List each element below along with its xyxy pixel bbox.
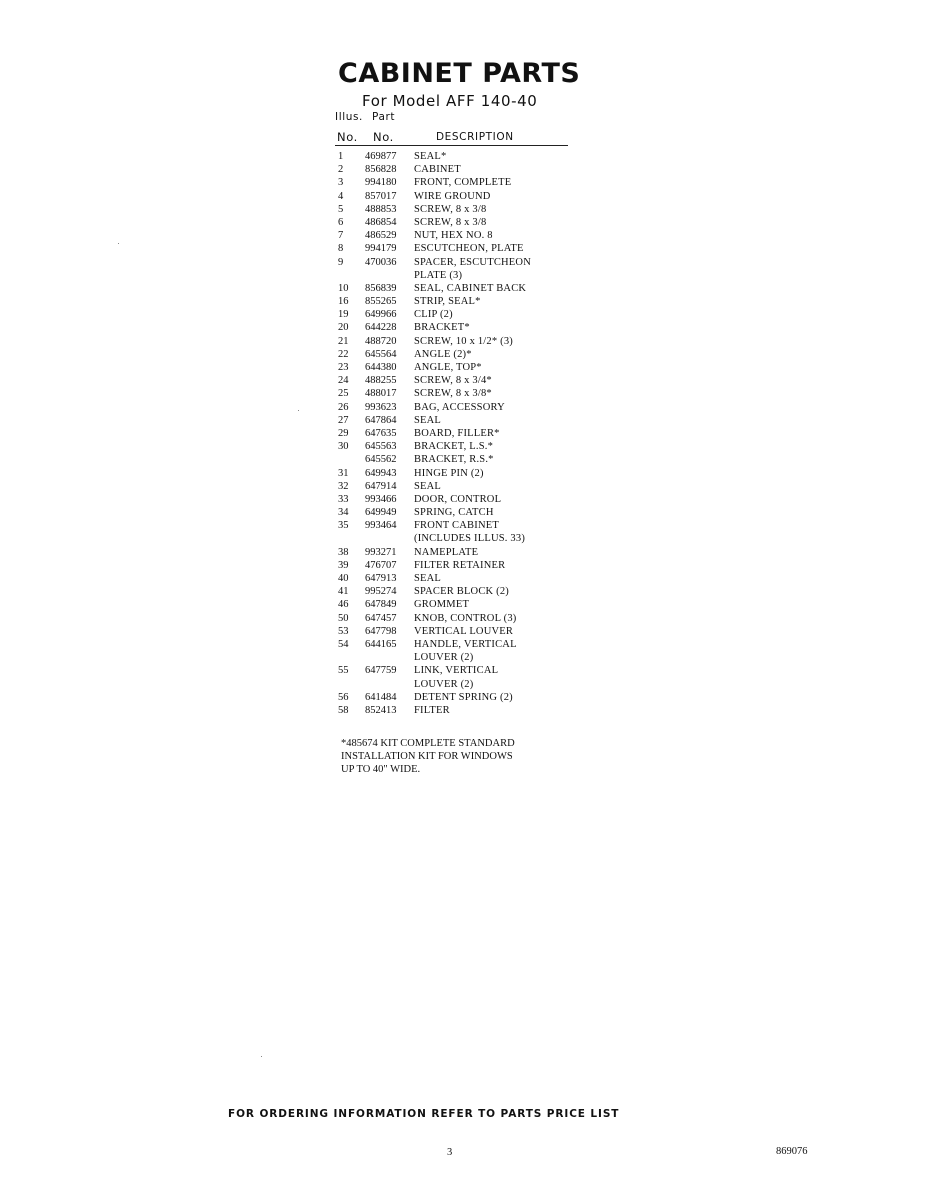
part-number: 994179 xyxy=(365,243,397,255)
part-number: 993623 xyxy=(365,401,397,413)
part-number: 855265 xyxy=(365,296,397,308)
part-description: PLATE (3) xyxy=(414,269,463,281)
illus-number: 3 xyxy=(338,177,344,189)
illus-number: 5 xyxy=(338,203,344,215)
illus-number: 50 xyxy=(338,612,349,624)
illus-number: 7 xyxy=(338,230,344,242)
part-description: DETENT SPRING (2) xyxy=(414,691,513,703)
illus-number: 21 xyxy=(338,335,349,347)
illus-number: 16 xyxy=(338,296,349,308)
illus-number: 9 xyxy=(338,256,344,268)
part-description: FRONT CABINET xyxy=(414,520,499,532)
part-description: SPACER BLOCK (2) xyxy=(414,586,509,598)
part-number: 647457 xyxy=(365,612,397,624)
part-number: 488720 xyxy=(365,335,397,347)
illus-number: 38 xyxy=(338,546,349,558)
part-number: 476707 xyxy=(365,559,397,571)
part-description: FILTER xyxy=(414,704,450,716)
part-description: SPACER, ESCUTCHEON xyxy=(414,256,531,268)
illus-number: 24 xyxy=(338,375,349,387)
part-description: SCREW, 10 x 1/2* (3) xyxy=(414,335,513,347)
part-number: 647635 xyxy=(365,427,397,439)
part-description: ANGLE (2)* xyxy=(414,348,472,360)
part-description: KNOB, CONTROL (3) xyxy=(414,612,517,624)
part-description: SCREW, 8 x 3/8 xyxy=(414,203,487,215)
col-description-header: DESCRIPTION xyxy=(436,131,514,143)
part-number: 644380 xyxy=(365,362,397,373)
footnote-line: UP TO 40" WIDE. xyxy=(341,764,421,775)
illus-number: 19 xyxy=(338,309,349,321)
part-number: 488017 xyxy=(365,388,397,400)
part-number: 647798 xyxy=(365,625,397,637)
part-description: BRACKET, L.S.* xyxy=(414,441,494,453)
part-description: LOUVER (2) xyxy=(414,652,474,664)
illus-number: 2 xyxy=(338,164,344,176)
part-description: LINK, VERTICAL xyxy=(414,665,499,677)
illus-number: 33 xyxy=(338,493,349,505)
part-description: DOOR, CONTROL xyxy=(414,493,502,505)
part-number: 993466 xyxy=(365,493,397,505)
part-description: SCREW, 8 x 3/4* xyxy=(414,375,492,387)
model-subtitle: For Model AFF 140-40 xyxy=(362,92,538,110)
illus-number: 46 xyxy=(338,599,349,611)
part-description: SEAL, CABINET BACK xyxy=(414,282,527,294)
scan-speck xyxy=(261,1056,262,1057)
part-description: VERTICAL LOUVER xyxy=(414,625,514,637)
part-description: LOUVER (2) xyxy=(414,678,474,690)
illus-number: 53 xyxy=(338,625,349,637)
part-description: SCREW, 8 x 3/8 xyxy=(414,216,487,228)
part-description: SEAL xyxy=(414,414,442,426)
illus-number: 58 xyxy=(338,704,349,716)
part-description: CLIP (2) xyxy=(414,309,453,321)
part-description: SCREW, 8 x 3/8* xyxy=(414,388,492,400)
part-number: 856828 xyxy=(365,164,397,176)
part-description: BOARD, FILLER* xyxy=(414,427,500,439)
part-number: 645562 xyxy=(365,454,397,466)
col-part-no-header: No. xyxy=(373,130,394,144)
illus-number: 4 xyxy=(338,190,344,202)
part-number: 993271 xyxy=(365,546,397,558)
col-no-header: No. xyxy=(337,130,358,144)
illus-number: 6 xyxy=(338,216,344,228)
part-description: SEAL xyxy=(414,573,442,584)
illus-number: 27 xyxy=(338,414,349,426)
illus-number: 41 xyxy=(338,586,349,598)
part-number: 644228 xyxy=(365,322,397,334)
part-description: FILTER RETAINER xyxy=(414,559,506,571)
part-number: 647914 xyxy=(365,480,397,492)
part-number: 994180 xyxy=(365,177,397,189)
part-number: 649949 xyxy=(365,507,397,519)
scan-speck xyxy=(298,410,299,411)
illus-number: 29 xyxy=(338,427,349,439)
illus-number: 32 xyxy=(338,480,349,492)
part-description: BRACKET, R.S.* xyxy=(414,454,494,466)
illus-number: 22 xyxy=(338,348,349,360)
illus-number: 40 xyxy=(338,573,349,584)
illus-number: 54 xyxy=(338,638,349,650)
page-number: 3 xyxy=(447,1147,453,1158)
part-number: 647759 xyxy=(365,665,397,677)
illus-number: 25 xyxy=(338,388,349,400)
illus-number: 10 xyxy=(338,282,349,294)
part-description: BRACKET* xyxy=(414,322,470,334)
illus-number: 35 xyxy=(338,520,349,532)
part-number: 469877 xyxy=(365,151,397,162)
part-description: ESCUTCHEON, PLATE xyxy=(414,243,524,255)
part-description: WIRE GROUND xyxy=(414,190,491,202)
illus-number: 20 xyxy=(338,322,349,334)
part-number: 645563 xyxy=(365,441,397,453)
page-title: CABINET PARTS xyxy=(338,58,581,89)
part-description: ANGLE, TOP* xyxy=(414,362,482,373)
part-number: 649966 xyxy=(365,309,397,321)
part-description: HANDLE, VERTICAL xyxy=(414,638,517,650)
part-number: 641484 xyxy=(365,691,397,703)
illus-number: 34 xyxy=(338,507,349,519)
part-description: CABINET xyxy=(414,164,461,176)
footnote-line: INSTALLATION KIT FOR WINDOWS xyxy=(341,751,513,762)
illus-number: 1 xyxy=(338,151,344,162)
part-number: 470036 xyxy=(365,256,397,268)
part-number: 649943 xyxy=(365,467,397,479)
part-number: 856839 xyxy=(365,282,397,294)
illus-number: 39 xyxy=(338,559,349,571)
illus-number: 55 xyxy=(338,665,349,677)
part-description: STRIP, SEAL* xyxy=(414,296,481,308)
part-description: SEAL xyxy=(414,480,442,492)
footnote-line: *485674 KIT COMPLETE STANDARD xyxy=(341,738,515,749)
part-description: HINGE PIN (2) xyxy=(414,467,484,479)
part-description: SEAL* xyxy=(414,151,447,162)
illus-number: 8 xyxy=(338,243,344,255)
illus-number: 23 xyxy=(338,362,349,373)
part-number: 647849 xyxy=(365,599,397,611)
footnote xyxy=(341,737,515,776)
ordering-info: FOR ORDERING INFORMATION REFER TO PARTS PRICE LIST xyxy=(228,1108,620,1120)
col-part-label: Part xyxy=(372,111,396,123)
part-description: (INCLUDES ILLUS. 33) xyxy=(414,533,526,545)
part-description: BAG, ACCESSORY xyxy=(414,401,505,413)
part-number: 647913 xyxy=(365,573,397,584)
document-code: 869076 xyxy=(776,1146,808,1157)
part-description: FRONT, COMPLETE xyxy=(414,177,512,189)
part-number: 644165 xyxy=(365,638,397,650)
illus-number: 56 xyxy=(338,691,349,703)
scan-speck xyxy=(118,243,119,244)
part-number: 647864 xyxy=(365,414,397,426)
part-number: 857017 xyxy=(365,190,397,202)
part-description: SPRING, CATCH xyxy=(414,507,494,519)
part-number: 645564 xyxy=(365,348,397,360)
illus-number: 26 xyxy=(338,401,349,413)
part-number: 488255 xyxy=(365,375,397,387)
header-rule xyxy=(335,145,568,146)
illus-number: 31 xyxy=(338,467,349,479)
part-number: 993464 xyxy=(365,520,397,532)
part-description: NUT, HEX NO. 8 xyxy=(414,230,493,242)
part-number: 486529 xyxy=(365,230,397,242)
part-number: 852413 xyxy=(365,704,397,716)
illus-number: 30 xyxy=(338,441,349,453)
part-number: 486854 xyxy=(365,216,397,228)
col-illus-label: Illus. xyxy=(335,111,363,123)
part-number: 995274 xyxy=(365,586,397,598)
part-number: 488853 xyxy=(365,203,397,215)
part-description: NAMEPLATE xyxy=(414,546,479,558)
part-description: GROMMET xyxy=(414,599,470,611)
